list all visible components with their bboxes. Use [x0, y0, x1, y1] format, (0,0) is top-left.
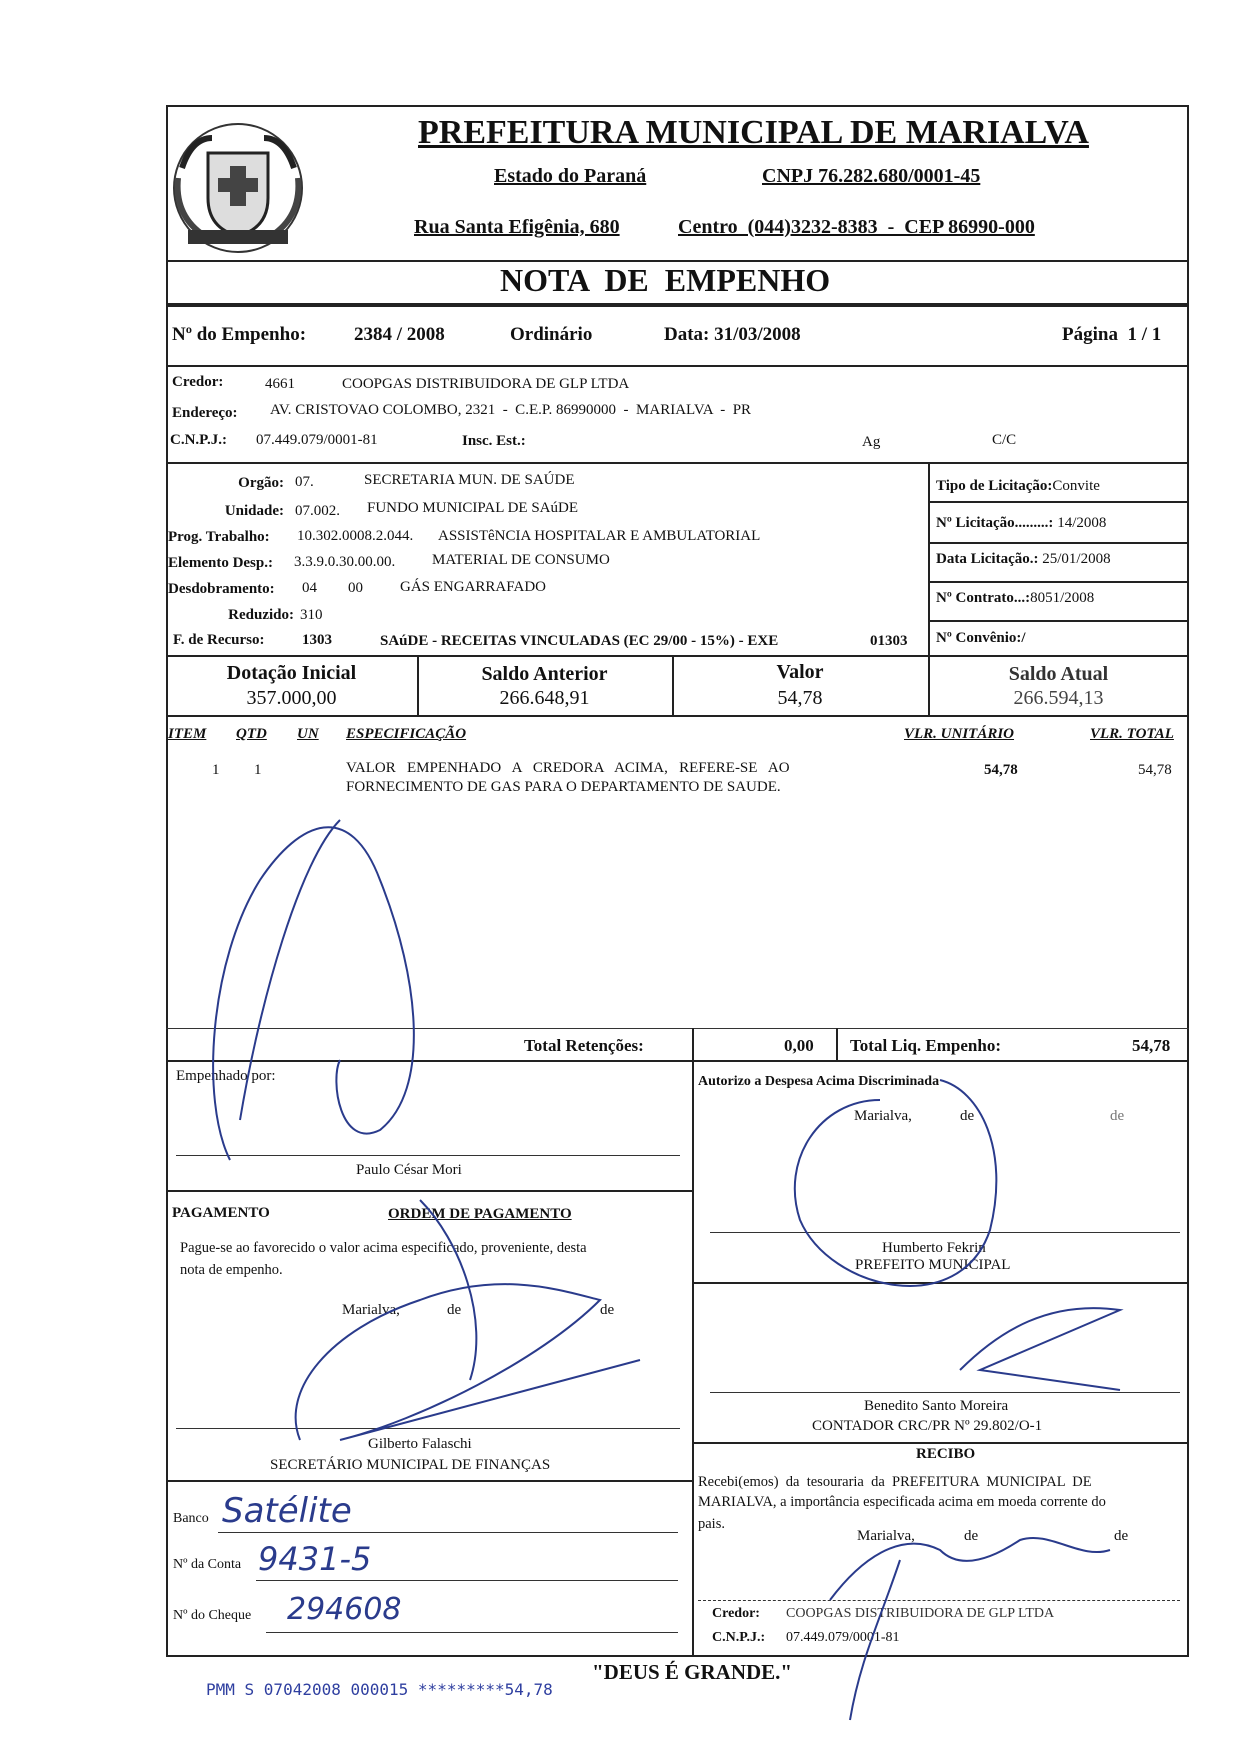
autorizo-label: Autorizo a Despesa Acima Discriminada	[698, 1074, 940, 1089]
credor-cnpj: 07.449.079/0001-81	[256, 432, 378, 448]
prefeito-title: PREFEITO MUNICIPAL	[855, 1257, 1011, 1273]
cheque-label: Nº do Cheque	[173, 1608, 252, 1623]
cnpj-label: CNPJ 76.282.680/0001-45	[762, 165, 981, 187]
desdobramento-a: 04	[302, 580, 317, 596]
cc-label: C/C	[992, 432, 1017, 448]
contador-title: CONTADOR CRC/PR Nº 29.802/O-1	[812, 1418, 1043, 1434]
fonte-code: 1303	[302, 632, 332, 648]
desdobramento-b: 00	[348, 580, 363, 596]
item-desc-line1: VALOR EMPENHADO A CREDORA ACIMA, REFERE-SE AO	[346, 760, 790, 776]
col-vlr-total: VLR. TOTAL	[1090, 726, 1174, 742]
orgao-label: Orgão:	[238, 475, 284, 491]
doc-title: NOTA DE EMPENHO	[500, 262, 831, 298]
saldo-anterior-value: 266.648,91	[499, 687, 590, 709]
item-desc-line2: FORNECIMENTO DE GAS PARA O DEPARTAMENTO DE SAUDE.	[346, 779, 781, 795]
recibo-cnpj-value: 07.449.079/0001-81	[786, 1630, 900, 1645]
pague-line1: Pague-se ao favorecido o valor acima especificado, proveniente, desta	[180, 1240, 587, 1256]
recibo-line2: MARIALVA, a importância especificada acima em moeda corrente do	[698, 1494, 1106, 1510]
valor-label: Valor	[776, 661, 824, 683]
empenho-number: 2384 / 2008	[354, 324, 445, 345]
empenho-date: Data: 31/03/2008	[664, 324, 801, 345]
motto: "DEUS É GRANDE."	[592, 1660, 793, 1684]
total-retencoes-label: Total Retenções:	[524, 1036, 644, 1055]
credor-label: Credor:	[172, 374, 224, 390]
orgao-name: SECRETARIA MUN. DE SAÚDE	[364, 472, 575, 488]
credor-code: 4661	[265, 376, 295, 392]
signature-strokes	[213, 820, 1120, 1720]
conta-value[interactable]: 9431-5	[258, 1540, 372, 1578]
unidade-code: 07.002.	[295, 503, 340, 519]
unidade-label: Unidade:	[224, 503, 284, 519]
empenhado-name: Paulo César Mori	[356, 1162, 462, 1178]
credor-address: AV. CRISTOVAO COLOMBO, 2321 - C.E.P. 86990000 - MARIALVA - PR	[270, 402, 752, 418]
recibo-line1: Recebi(emos) da tesouraria da PREFEITURA MUNICIPAL DE	[698, 1474, 1092, 1490]
elemento-label: Elemento Desp.:	[168, 555, 273, 571]
numero-convenio: Nº Convênio:/	[936, 630, 1026, 646]
prog-name: ASSISTêNCIA HOSPITALAR E AMBULATORIAL	[438, 528, 761, 544]
ordem-de-1: de	[447, 1302, 462, 1318]
address-field-label: Endereço:	[172, 405, 238, 421]
financas-name: Gilberto Falaschi	[368, 1436, 472, 1452]
ordem-pagamento-label: ORDEM DE PAGAMENTO	[388, 1206, 572, 1222]
pagamento-label: PAGAMENTO	[172, 1205, 270, 1221]
valor-value: 54,78	[777, 687, 823, 709]
prefeito-name: Humberto Fekrin	[882, 1240, 986, 1256]
desdobramento-name: GÁS ENGARRAFADO	[400, 579, 546, 595]
contador-name: Benedito Santo Moreira	[864, 1398, 1009, 1414]
recibo-label: RECIBO	[916, 1446, 976, 1462]
col-vlr-unitario: VLR. UNITÁRIO	[904, 726, 1015, 742]
col-qtd: QTD	[236, 726, 267, 742]
recibo-line3: pais.	[698, 1516, 725, 1532]
saldo-anterior-label: Saldo Anterior	[481, 663, 608, 685]
autorizo-de-1: de	[960, 1108, 975, 1124]
recibo-cnpj-label: C.N.P.J.:	[712, 1630, 766, 1645]
recibo-de-2: de	[1114, 1528, 1129, 1544]
reduzido-code: 310	[300, 607, 323, 623]
reduzido-label: Reduzido:	[228, 607, 294, 623]
elemento-name: MATERIAL DE CONSUMO	[432, 552, 610, 568]
col-item: ITEM	[168, 726, 207, 742]
dotacao-label: Dotação Inicial	[226, 662, 357, 684]
page-title: PREFEITURA MUNICIPAL DE MARIALVA	[418, 114, 1089, 151]
item-number: 1	[212, 762, 220, 778]
recibo-credor-label: Credor:	[712, 1606, 760, 1621]
page-number: Página 1 / 1	[1062, 324, 1162, 345]
recibo-city: Marialva,	[857, 1528, 915, 1544]
orgao-code: 07.	[295, 474, 314, 490]
address-label: Rua Santa Efigênia, 680	[414, 216, 620, 238]
total-liquido-value: 54,78	[1132, 1036, 1171, 1055]
desdobramento-label: Desdobramento:	[168, 581, 275, 597]
col-especificacao: ESPECIFICAÇÃO	[346, 726, 467, 742]
contact-label: Centro (044)3232-8383 - CEP 86990-000	[678, 216, 1035, 238]
fonte-num: 01303	[870, 633, 908, 649]
credor-cnpj-label: C.N.P.J.:	[170, 432, 227, 448]
recibo-credor-value: COOPGAS DISTRIBUIDORA DE GLP LTDA	[786, 1606, 1055, 1621]
unidade-name: FUNDO MUNICIPAL DE SAúDE	[367, 500, 578, 516]
insc-est-label: Insc. Est.:	[462, 433, 526, 449]
pague-line2: nota de empenho.	[180, 1262, 283, 1278]
autorizo-city: Marialva,	[854, 1108, 912, 1124]
total-retencoes-value: 0,00	[784, 1036, 814, 1055]
state-label: Estado do Paraná	[494, 165, 647, 187]
item-vlr-unitario: 54,78	[984, 762, 1018, 778]
fonte-label: F. de Recurso:	[173, 632, 265, 648]
total-liquido-label: Total Liq. Empenho:	[850, 1036, 1001, 1055]
col-un: UN	[297, 726, 319, 742]
tipo-licitacao: Tipo de Licitação:Convite	[936, 478, 1100, 494]
data-licitacao: Data Licitação.: 25/01/2008	[936, 551, 1111, 567]
fonte-name: SAúDE - RECEITAS VINCULADAS (EC 29/00 - 15%) - EXE	[380, 633, 779, 649]
credor-name: COOPGAS DISTRIBUIDORA DE GLP LTDA	[342, 376, 630, 392]
numero-contrato: Nº Contrato...:8051/2008	[936, 590, 1095, 606]
prog-label: Prog. Trabalho:	[168, 529, 270, 545]
prog-code: 10.302.0008.2.044.	[297, 528, 414, 544]
autorizo-de-2: de	[1110, 1108, 1125, 1124]
saldo-atual-label: Saldo Atual	[1008, 663, 1109, 685]
payment-stamp: PMM S 07042008 000015 *********54,78	[206, 1680, 553, 1699]
dotacao-value: 357.000,00	[246, 687, 337, 709]
saldo-atual-value: 266.594,13	[1013, 687, 1104, 709]
banco-label: Banco	[173, 1511, 209, 1526]
numero-licitacao: Nº Licitação.........: 14/2008	[936, 515, 1107, 531]
item-vlr-total: 54,78	[1138, 762, 1172, 778]
conta-label: Nº da Conta	[173, 1557, 242, 1572]
empenhado-label: Empenhado por:	[176, 1068, 276, 1084]
financas-title: SECRETÁRIO MUNICIPAL DE FINANÇAS	[270, 1457, 551, 1473]
elemento-code: 3.3.9.0.30.00.00.	[294, 554, 396, 570]
item-qtd: 1	[254, 762, 262, 778]
ordem-city: Marialva,	[342, 1302, 400, 1318]
empenho-number-label: Nº do Empenho:	[172, 324, 307, 345]
cheque-value[interactable]: 294608	[287, 1592, 402, 1627]
ordem-de-2: de	[600, 1302, 615, 1318]
banco-value[interactable]: Satélite	[222, 1491, 352, 1531]
ag-label: Ag	[862, 434, 881, 450]
recibo-de-1: de	[964, 1528, 979, 1544]
empenho-type: Ordinário	[510, 324, 593, 345]
